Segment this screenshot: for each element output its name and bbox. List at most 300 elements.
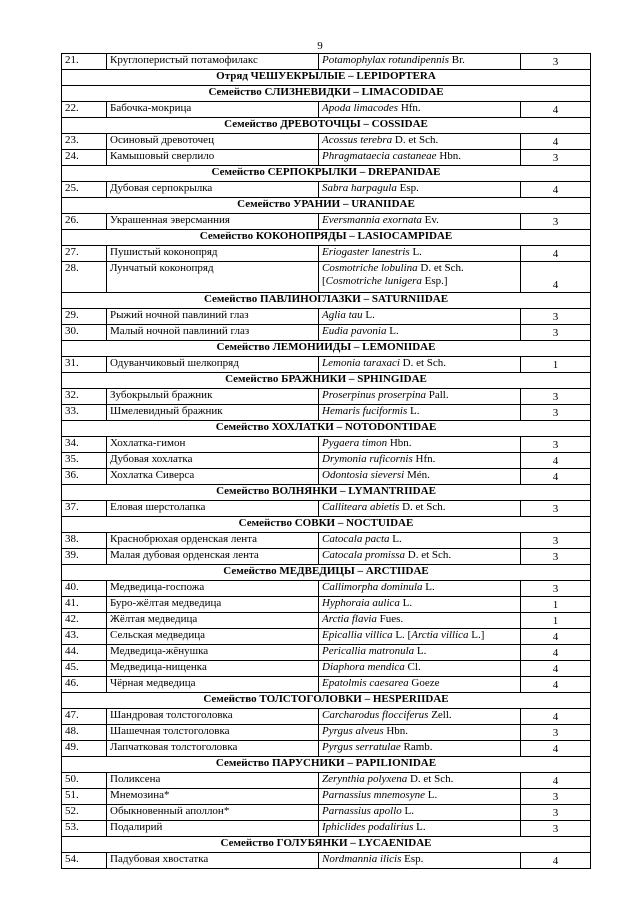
latin-line <box>322 501 517 514</box>
family-heading: Семейство ПАРУСНИКИ – PAPILIONIDAE <box>62 757 591 773</box>
family-heading: Семейство СОВКИ – NOCTUIDAE <box>62 517 591 533</box>
species-number: 45. <box>62 661 107 677</box>
species-latin-cell <box>319 501 521 517</box>
species-category: 3 <box>521 805 591 821</box>
family-heading-row <box>62 373 591 389</box>
species-latin-name: Diaphora mendica <box>322 661 405 673</box>
species-author: D. et Sch. <box>417 262 464 274</box>
species-latin-name: Apoda limacodes <box>322 102 399 114</box>
species-category: 3 <box>521 54 591 70</box>
order-heading-row <box>62 70 591 86</box>
species-author: Hbn. <box>436 150 462 162</box>
order-heading: Отряд ЧЕШУЕКРЫЛЫЕ – LEPIDOPTERA <box>62 70 591 86</box>
species-russian-name: Дубовая хохлатка <box>107 453 319 469</box>
species-latin-name: Epicallia villica <box>322 629 393 641</box>
species-row <box>62 549 591 565</box>
species-category: 4 <box>521 246 591 262</box>
species-latin-cell <box>319 389 521 405</box>
species-author: Ramb. <box>400 741 433 753</box>
species-category: 4 <box>521 453 591 469</box>
family-heading-row <box>62 517 591 533</box>
species-number: 34. <box>62 437 107 453</box>
species-category: 3 <box>521 389 591 405</box>
species-latin-name: Acossus terebra <box>322 134 393 146</box>
latin-line <box>322 773 517 786</box>
species-author: D. et Sch. <box>405 549 452 561</box>
species-category: 4 <box>521 629 591 645</box>
species-latin-cell <box>319 134 521 150</box>
family-heading-row <box>62 693 591 709</box>
species-row <box>62 262 591 293</box>
species-latin-name: Parnassius apollo <box>322 805 402 817</box>
species-author: D. et Sch. <box>407 773 454 785</box>
species-russian-name: Малый ночной павлиний глаз <box>107 325 319 341</box>
species-latin-cell <box>319 469 521 485</box>
latin-line <box>322 821 517 834</box>
species-russian-name: Обыкновенный аполлон* <box>107 805 319 821</box>
species-latin-cell <box>319 725 521 741</box>
species-russian-name: Шашечная толстоголовка <box>107 725 319 741</box>
family-heading: Семейство ТОЛСТОГОЛОВКИ – HESPERIIDAE <box>62 693 591 709</box>
species-latin-cell <box>319 629 521 645</box>
species-category: 3 <box>521 549 591 565</box>
species-latin-name: Odontosia sieversi <box>322 469 405 481</box>
species-latin-name: Eriogaster lanestris <box>322 246 410 258</box>
species-author: Fues. <box>376 613 404 625</box>
species-russian-name: Бабочка-мокрица <box>107 102 319 118</box>
species-author: L. <box>424 789 438 801</box>
species-latin-cell <box>319 246 521 262</box>
species-category: 4 <box>521 709 591 725</box>
species-row <box>62 182 591 198</box>
synonym-bracket: [ <box>322 275 326 287</box>
species-latin-cell <box>319 405 521 421</box>
species-latin-name: Calliteara abietis <box>322 501 400 513</box>
species-russian-name: Круглоперистый потамофилакс <box>107 54 319 70</box>
family-heading: Семейство ХОХЛАТКИ – NOTODONTIDAE <box>62 421 591 437</box>
family-heading: Семейство ЛЕМОНИИДЫ – LEMONIIDAE <box>62 341 591 357</box>
species-author: Esp. <box>396 182 419 194</box>
species-row <box>62 661 591 677</box>
species-number: 41. <box>62 597 107 613</box>
species-category: 3 <box>521 150 591 166</box>
latin-line <box>322 405 517 418</box>
species-category: 3 <box>521 309 591 325</box>
species-latin-cell <box>319 357 521 373</box>
species-number: 38. <box>62 533 107 549</box>
species-latin-cell <box>319 789 521 805</box>
species-number: 42. <box>62 613 107 629</box>
species-number: 43. <box>62 629 107 645</box>
species-row <box>62 725 591 741</box>
species-row <box>62 453 591 469</box>
species-category: 1 <box>521 613 591 629</box>
species-author: Ev. <box>421 214 439 226</box>
latin-line <box>322 214 517 227</box>
species-russian-name: Хохлатка Сиверса <box>107 469 319 485</box>
species-latin-name: Hyphoraia aulica <box>322 597 400 609</box>
species-row <box>62 853 591 869</box>
species-row <box>62 613 591 629</box>
species-number: 44. <box>62 645 107 661</box>
family-heading: Семейство КОКОНОПРЯДЫ – LASIOCAMPIDAE <box>62 230 591 246</box>
species-number: 32. <box>62 389 107 405</box>
species-russian-name: Буро-жёлтая медведица <box>107 597 319 613</box>
species-latin-cell <box>319 533 521 549</box>
species-category: 3 <box>521 789 591 805</box>
species-category: 3 <box>521 214 591 230</box>
species-latin-name: Callimorpha dominula <box>322 581 423 593</box>
species-number: 30. <box>62 325 107 341</box>
species-number: 54. <box>62 853 107 869</box>
species-number: 53. <box>62 821 107 837</box>
latin-line <box>322 389 517 402</box>
species-category: 3 <box>521 501 591 517</box>
page-number: 9 <box>317 40 323 52</box>
species-russian-name: Одуванчиковый шелкопряд <box>107 357 319 373</box>
latin-line <box>322 437 517 450</box>
species-row <box>62 789 591 805</box>
species-latin-name: Iphiclides podalirius <box>322 821 414 833</box>
species-latin-name: Pericallia matronula <box>322 645 415 657</box>
species-author: L. <box>386 325 399 337</box>
species-latin-name: Nordmannia ilicis <box>322 853 402 865</box>
family-heading: Семейство СЛИЗНЕВИДКИ – LIMACODIDAE <box>62 86 591 102</box>
species-author: Goeze <box>408 677 440 689</box>
species-category: 4 <box>521 134 591 150</box>
species-row <box>62 709 591 725</box>
species-author: L. <box>413 821 426 833</box>
latin-line <box>322 741 517 754</box>
species-latin-cell <box>319 102 521 118</box>
species-author: Hfn. <box>398 102 421 114</box>
family-heading-row <box>62 86 591 102</box>
species-row <box>62 214 591 230</box>
species-category: 4 <box>521 677 591 693</box>
species-category: 4 <box>521 469 591 485</box>
species-latin-cell <box>319 645 521 661</box>
species-russian-name: Медведица-жёнушка <box>107 645 319 661</box>
family-heading-row <box>62 293 591 309</box>
species-latin-cell <box>319 581 521 597</box>
species-latin-name: Pyrgus serratulae <box>322 741 401 753</box>
latin-line <box>322 453 517 466</box>
species-latin-name: Lemonia taraxaci <box>322 357 400 369</box>
species-category: 3 <box>521 725 591 741</box>
species-latin-cell <box>319 214 521 230</box>
species-number: 40. <box>62 581 107 597</box>
species-category: 1 <box>521 357 591 373</box>
species-table-body <box>62 54 591 869</box>
species-russian-name: Дубовая серпокрылка <box>107 182 319 198</box>
species-latin-name: Carcharodus flocciferus <box>322 709 429 721</box>
family-heading: Семейство ВОЛНЯНКИ – LYMANTRIIDAE <box>62 485 591 501</box>
species-number: 49. <box>62 741 107 757</box>
species-row <box>62 677 591 693</box>
latin-line <box>322 246 517 259</box>
species-number: 28. <box>62 262 107 293</box>
species-latin-name: Sabra harpagula <box>322 182 397 194</box>
species-russian-name: Лунчатый коконопряд <box>107 262 319 293</box>
species-latin-cell <box>319 262 521 293</box>
species-number: 51. <box>62 789 107 805</box>
latin-line <box>322 581 517 594</box>
species-latin-name: Aglia tau <box>322 309 363 321</box>
species-number: 48. <box>62 725 107 741</box>
species-latin-name: Drymonia ruficornis <box>322 453 413 465</box>
species-row <box>62 629 591 645</box>
species-row <box>62 645 591 661</box>
family-heading-row <box>62 341 591 357</box>
latin-line <box>322 645 517 658</box>
species-russian-name: Малая дубовая орденская лента <box>107 549 319 565</box>
species-author: Pall. <box>426 389 449 401</box>
species-latin-synonym: Arctia villica <box>411 629 469 641</box>
species-russian-name: Осиновый древоточец <box>107 134 319 150</box>
species-category: 1 <box>521 597 591 613</box>
latin-line <box>322 325 517 338</box>
family-heading: Семейство ГОЛУБЯНКИ – LYCAENIDAE <box>62 837 591 853</box>
family-heading: Семейство БРАЖНИКИ – SPHINGIDAE <box>62 373 591 389</box>
species-row <box>62 150 591 166</box>
species-number: 46. <box>62 677 107 693</box>
species-row <box>62 741 591 757</box>
latin-line <box>322 102 517 115</box>
species-latin-cell <box>319 853 521 869</box>
species-latin-name: Pygaera timon <box>322 437 388 449</box>
species-latin-name: Eudia pavonia <box>322 325 387 337</box>
species-russian-name: Камышовый сверлило <box>107 150 319 166</box>
family-heading-row <box>62 485 591 501</box>
species-russian-name: Чёрная медведица <box>107 677 319 693</box>
species-synonym-author: L.] <box>468 629 485 641</box>
family-heading: Семейство УРАНИИ – URANIIDAE <box>62 198 591 214</box>
species-latin-cell <box>319 709 521 725</box>
species-latin-cell <box>319 182 521 198</box>
species-latin-cell <box>319 325 521 341</box>
species-synonym-author: Esp.] <box>421 275 448 287</box>
species-latin-name: Phragmataecia castaneae <box>322 150 437 162</box>
latin-line <box>322 613 517 626</box>
species-author: Hfn. <box>412 453 436 465</box>
family-heading-row <box>62 837 591 853</box>
latin-line <box>322 182 517 195</box>
species-russian-name: Зубокрылый бражник <box>107 389 319 405</box>
species-author: L. <box>407 405 420 417</box>
species-category: 4 <box>521 102 591 118</box>
species-row <box>62 405 591 421</box>
species-category: 4 <box>521 645 591 661</box>
latin-line <box>322 533 517 546</box>
species-author: L. <box>422 581 435 593</box>
family-heading-row <box>62 198 591 214</box>
latin-line <box>322 805 517 818</box>
species-author: L. [ <box>392 629 412 641</box>
species-latin-name: Catocala pacta <box>322 533 390 545</box>
species-row <box>62 309 591 325</box>
species-russian-name: Еловая шерстолапка <box>107 501 319 517</box>
species-row <box>62 469 591 485</box>
species-latin-name: Eversmannia exornata <box>322 214 422 226</box>
species-russian-name: Украшенная эверсманния <box>107 214 319 230</box>
species-row <box>62 54 591 70</box>
species-number: 39. <box>62 549 107 565</box>
species-latin-name: Catocala promissa <box>322 549 406 561</box>
species-author: L. <box>414 645 427 657</box>
family-heading-row <box>62 421 591 437</box>
family-heading-row <box>62 230 591 246</box>
species-author: Mén. <box>404 469 430 481</box>
species-russian-name: Жёлтая медведица <box>107 613 319 629</box>
species-row <box>62 805 591 821</box>
species-number: 23. <box>62 134 107 150</box>
species-latin-cell <box>319 773 521 789</box>
species-category: 3 <box>521 821 591 837</box>
species-russian-name: Поликсена <box>107 773 319 789</box>
latin-line <box>322 629 517 642</box>
species-latin-cell <box>319 597 521 613</box>
family-heading-row <box>62 118 591 134</box>
species-number: 47. <box>62 709 107 725</box>
species-latin-name: Arctia flavia <box>322 613 377 625</box>
species-author: D. et Sch. <box>392 134 439 146</box>
latin-line <box>322 725 517 738</box>
latin-line <box>322 54 517 67</box>
species-number: 26. <box>62 214 107 230</box>
species-number: 22. <box>62 102 107 118</box>
species-number: 37. <box>62 501 107 517</box>
species-russian-name: Краснобрюхая орденская лента <box>107 533 319 549</box>
species-number: 24. <box>62 150 107 166</box>
family-heading: Семейство МЕДВЕДИЦЫ – ARCTIIDAE <box>62 565 591 581</box>
species-russian-name: Шандровая толстоголовка <box>107 709 319 725</box>
species-latin-cell <box>319 805 521 821</box>
species-author: L. <box>409 246 422 258</box>
species-row <box>62 501 591 517</box>
species-latin-cell <box>319 821 521 837</box>
species-row <box>62 389 591 405</box>
latin-line <box>322 262 517 275</box>
species-row <box>62 533 591 549</box>
species-number: 29. <box>62 309 107 325</box>
species-row <box>62 773 591 789</box>
latin-line <box>322 661 517 674</box>
species-row <box>62 325 591 341</box>
species-row <box>62 357 591 373</box>
latin-line <box>322 469 517 482</box>
family-heading-row <box>62 166 591 182</box>
species-latin-name: Zerynthia polyxena <box>322 773 408 785</box>
species-category: 3 <box>521 581 591 597</box>
family-heading: Семейство СЕРПОКРЫЛКИ – DREPANIDAE <box>62 166 591 182</box>
family-heading-row <box>62 757 591 773</box>
family-heading-row <box>62 565 591 581</box>
species-russian-name: Пушистый коконопряд <box>107 246 319 262</box>
species-latin-cell <box>319 453 521 469</box>
species-category: 4 <box>521 853 591 869</box>
latin-line <box>322 134 517 147</box>
species-author: Esp. <box>401 853 424 865</box>
latin-line <box>322 549 517 562</box>
species-table <box>61 53 591 869</box>
latin-line <box>322 597 517 610</box>
species-latin-cell <box>319 613 521 629</box>
species-latin-name: Pyrgus alveus <box>322 725 384 737</box>
species-category: 4 <box>521 661 591 677</box>
species-category: 3 <box>521 325 591 341</box>
latin-line <box>322 150 517 163</box>
species-row <box>62 134 591 150</box>
species-number: 36. <box>62 469 107 485</box>
species-author: L. <box>389 533 402 545</box>
species-latin-synonym: Cosmotriche lunigera <box>325 275 422 287</box>
species-russian-name: Мнемозина* <box>107 789 319 805</box>
species-number: 25. <box>62 182 107 198</box>
species-row <box>62 597 591 613</box>
species-author: D. et Sch. <box>399 357 447 369</box>
species-latin-cell <box>319 437 521 453</box>
species-author: D. et Sch. <box>399 501 446 513</box>
latin-line <box>322 853 517 866</box>
species-russian-name: Подалирий <box>107 821 319 837</box>
species-number: 35. <box>62 453 107 469</box>
species-number: 27. <box>62 246 107 262</box>
species-row <box>62 102 591 118</box>
species-latin-cell <box>319 661 521 677</box>
species-author: L. <box>401 805 414 817</box>
species-category: 3 <box>521 437 591 453</box>
species-russian-name: Медведица-госпожа <box>107 581 319 597</box>
species-number: 50. <box>62 773 107 789</box>
species-row <box>62 246 591 262</box>
species-author: Hbn. <box>387 437 412 449</box>
species-author: Hbn. <box>383 725 409 737</box>
latin-line <box>322 677 517 690</box>
species-latin-name: Proserpinus proserpina <box>322 389 426 401</box>
species-latin-cell <box>319 150 521 166</box>
species-russian-name: Рыжий ночной павлиний глаз <box>107 309 319 325</box>
species-category: 4 <box>521 262 591 293</box>
species-author: L. <box>399 597 413 609</box>
latin-line <box>322 709 517 722</box>
species-row <box>62 437 591 453</box>
species-russian-name: Хохлатка-гимон <box>107 437 319 453</box>
family-heading: Семейство ДРЕВОТОЧЦЫ – COSSIDAE <box>62 118 591 134</box>
species-category: 4 <box>521 741 591 757</box>
species-latin-cell <box>319 549 521 565</box>
species-latin-name: Cosmotriche lobulina <box>322 262 418 274</box>
species-category: 4 <box>521 773 591 789</box>
species-russian-name: Лапчатковая толстоголовка <box>107 741 319 757</box>
latin-line <box>322 789 517 802</box>
species-author: L. <box>362 309 375 321</box>
species-number: 52. <box>62 805 107 821</box>
latin-line <box>322 309 517 322</box>
family-heading: Семейство ПАВЛИНОГЛАЗКИ – SATURNIIDAE <box>62 293 591 309</box>
species-latin-cell <box>319 54 521 70</box>
species-russian-name: Падубовая хвостатка <box>107 853 319 869</box>
species-number: 33. <box>62 405 107 421</box>
species-russian-name: Медведица-нищенка <box>107 661 319 677</box>
species-category: 3 <box>521 533 591 549</box>
species-row <box>62 821 591 837</box>
species-latin-cell <box>319 677 521 693</box>
species-russian-name: Шмелевидный бражник <box>107 405 319 421</box>
species-latin-name: Hemaris fuciformis <box>322 405 408 417</box>
species-author: Br. <box>449 54 465 66</box>
latin-line <box>322 357 517 370</box>
latin-line <box>322 275 517 288</box>
